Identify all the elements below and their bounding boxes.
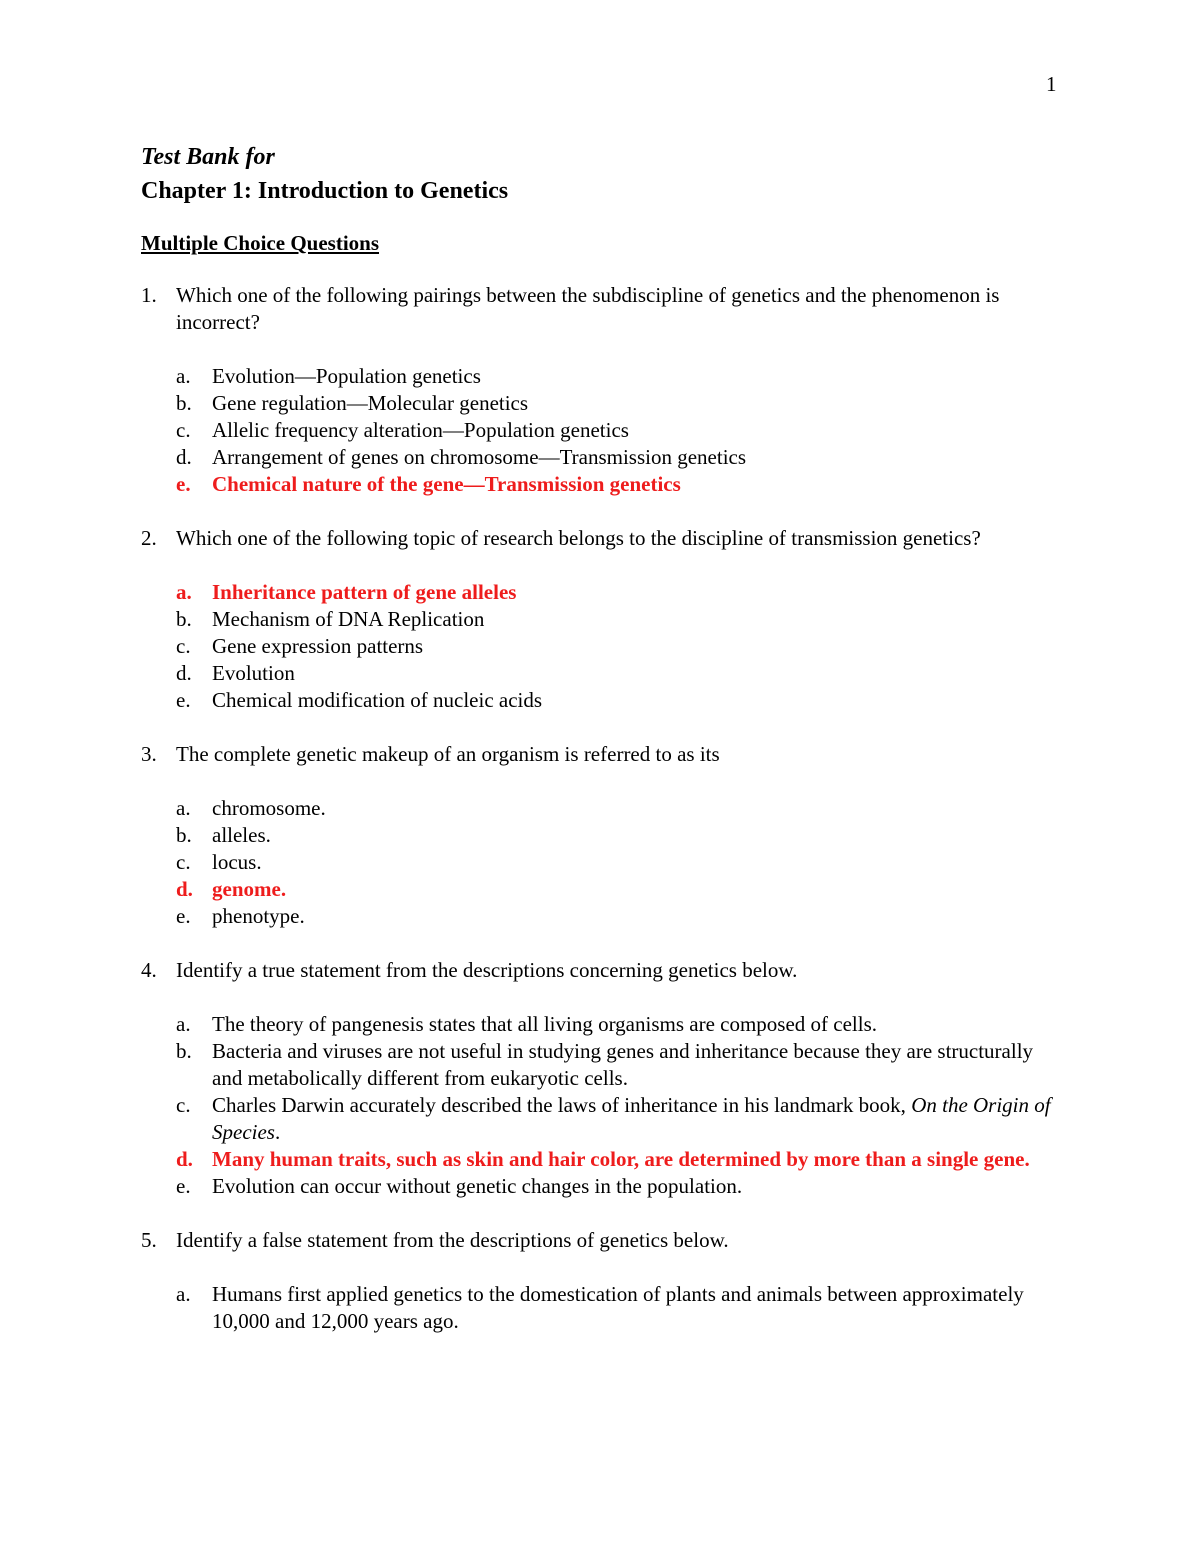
option-text <box>212 1038 1066 1092</box>
answer-option-correct <box>176 579 1066 606</box>
option-letter: d. <box>176 1147 193 1171</box>
answer-option-correct <box>176 1146 1066 1173</box>
question-body <box>176 1227 1066 1335</box>
document-title-line2: Chapter 1: Introduction to Genetics <box>141 178 509 204</box>
option-text-main: Gene regulation—Molecular genetics <box>212 391 529 415</box>
option-letter: b. <box>176 823 192 847</box>
answer-option <box>176 417 1066 444</box>
option-text <box>212 1281 1066 1335</box>
option-letter: b. <box>176 607 192 631</box>
option-text-main: Gene expression patterns <box>212 634 424 658</box>
question-text: Identify a false statement from the descriptions of genetics below. <box>176 1228 729 1252</box>
option-text-main: Chemical modification of nucleic acids <box>212 688 543 712</box>
page-number: 1 <box>1046 72 1057 96</box>
question-list <box>141 282 1066 1335</box>
answer-option <box>176 1011 1066 1038</box>
question-item <box>141 282 1066 498</box>
option-text-main: Chemical nature of the gene—Transmission genetics <box>212 472 681 496</box>
question-number: 2. <box>141 526 157 550</box>
option-letter: c. <box>176 850 191 874</box>
option-text-main: genome. <box>212 877 287 901</box>
answer-option <box>176 363 1066 390</box>
answer-option <box>176 687 1066 714</box>
answer-option <box>176 606 1066 633</box>
option-letter: d. <box>176 661 192 685</box>
option-letter: c. <box>176 418 191 442</box>
question-number: 3. <box>141 742 157 766</box>
option-text-main: chromosome. <box>212 796 326 820</box>
option-text <box>212 390 1066 417</box>
option-text <box>212 876 1066 903</box>
answer-option-correct <box>176 876 1066 903</box>
option-text-main: Bacteria and viruses are not useful in studying genes and inheritance because they are structurally and metabolically different from eukaryotic cells. <box>212 1039 1034 1090</box>
answer-option-correct <box>176 471 1066 498</box>
option-letter: b. <box>176 1039 192 1063</box>
option-letter: a. <box>176 1012 191 1036</box>
option-text <box>212 471 1066 498</box>
question-item <box>141 1227 1066 1335</box>
answer-option <box>176 390 1066 417</box>
option-text-suffix: . <box>274 1120 281 1144</box>
option-text-main: Mechanism of DNA Replication <box>212 607 485 631</box>
option-text <box>212 417 1066 444</box>
option-letter: a. <box>176 796 191 820</box>
option-text <box>212 1146 1066 1173</box>
option-text <box>212 903 1066 930</box>
option-letter: d. <box>176 877 193 901</box>
question-item <box>141 525 1066 714</box>
option-text-main: locus. <box>212 850 262 874</box>
question-item <box>141 741 1066 930</box>
question-body <box>176 741 1066 930</box>
option-text <box>212 687 1066 714</box>
option-text <box>212 444 1066 471</box>
question-text: Identify a true statement from the descriptions concerning genetics below. <box>176 958 798 982</box>
option-text-main: phenotype. <box>212 904 305 928</box>
option-text-main: Arrangement of genes on chromosome—Transmission genetics <box>212 445 747 469</box>
option-letter: c. <box>176 634 191 658</box>
option-text <box>212 606 1066 633</box>
option-text-main: Allelic frequency alteration—Population genetics <box>212 418 629 442</box>
question-text: The complete genetic makeup of an organism is referred to as its <box>176 742 720 766</box>
option-letter: d. <box>176 445 192 469</box>
option-text-main: alleles. <box>212 823 271 847</box>
answer-option <box>176 822 1066 849</box>
option-letter: e. <box>176 904 191 928</box>
question-text: Which one of the following pairings between the subdiscipline of genetics and the phenomenon is incorrect? <box>176 283 1000 334</box>
question-number: 5. <box>141 1228 157 1252</box>
question-body <box>176 957 1066 1200</box>
option-text <box>212 1173 1066 1200</box>
question-body <box>176 282 1066 498</box>
question-number: 1. <box>141 283 157 307</box>
option-text-main: Inheritance pattern of gene alleles <box>212 580 517 604</box>
answer-option <box>176 633 1066 660</box>
document-body <box>141 140 1066 1362</box>
option-text <box>212 633 1066 660</box>
option-text-main: The theory of pangenesis states that all living organisms are composed of cells. <box>212 1012 878 1036</box>
question-body <box>176 525 1066 714</box>
answer-option <box>176 660 1066 687</box>
question-number: 4. <box>141 958 157 982</box>
option-letter: c. <box>176 1093 191 1117</box>
answer-option <box>176 903 1066 930</box>
option-letter: a. <box>176 1282 191 1306</box>
answer-option <box>176 795 1066 822</box>
answer-option <box>176 849 1066 876</box>
option-letter: a. <box>176 580 192 604</box>
option-letter: b. <box>176 391 192 415</box>
option-text-main: Charles Darwin accurately described the laws of inheritance in his landmark book, <box>212 1093 912 1117</box>
option-text <box>212 579 1066 606</box>
book-title: On the Origin of Species <box>212 1093 1051 1144</box>
option-text-main: Evolution can occur without genetic changes in the population. <box>212 1174 743 1198</box>
answer-option <box>176 1173 1066 1200</box>
option-letter: e. <box>176 688 191 712</box>
option-text <box>212 1092 1066 1146</box>
question-text: Which one of the following topic of research belongs to the discipline of transmission genetics? <box>176 526 981 550</box>
option-text <box>212 660 1066 687</box>
answer-option <box>176 1281 1066 1335</box>
answer-option <box>176 1038 1066 1092</box>
option-text-main: Many human traits, such as skin and hair color, are determined by more than a single gene. <box>212 1147 1030 1171</box>
option-text <box>212 822 1066 849</box>
answer-option <box>176 1092 1066 1146</box>
option-letter: e. <box>176 1174 191 1198</box>
option-text-main: Evolution <box>212 661 295 685</box>
question-item <box>141 957 1066 1200</box>
option-text-main: Humans first applied genetics to the domestication of plants and animals between approximately 10,000 and 12,000 years ago. <box>212 1282 1024 1333</box>
document-title-line1: Test Bank for <box>141 144 275 170</box>
section-heading: Multiple Choice Questions <box>141 231 380 255</box>
option-text-main: Evolution—Population genetics <box>212 364 481 388</box>
answer-option <box>176 444 1066 471</box>
option-text <box>212 1011 1066 1038</box>
option-text <box>212 363 1066 390</box>
option-text <box>212 849 1066 876</box>
option-letter: a. <box>176 364 191 388</box>
option-letter: e. <box>176 472 191 496</box>
option-text <box>212 795 1066 822</box>
